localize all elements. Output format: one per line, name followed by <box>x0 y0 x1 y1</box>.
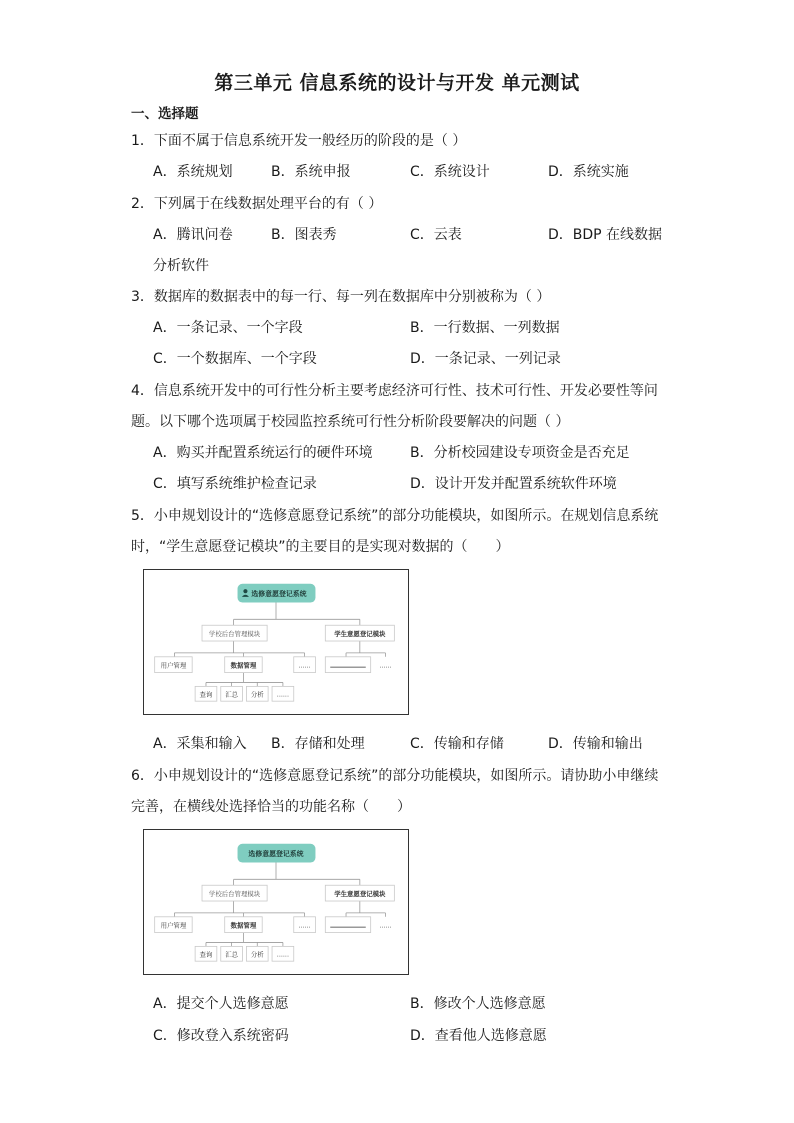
question-6-stem-line-1: 6．小申规划设计的“选修意愿登记系统”的部分功能模块，如图所示。请协助小申继续 <box>131 768 659 784</box>
document-title: 第三单元 信息系统的设计与开发 单元测试 <box>214 72 580 94</box>
question-2-stem: 2．下列属于在线数据处理平台的有（ ） <box>131 196 383 212</box>
analysis-label: 分析 <box>250 690 264 699</box>
question-1-stem: 1．下面不属于信息系统开发一般经历的阶段的是（ ） <box>131 133 467 149</box>
question-4-option-c: C．填写系统维护检查记录 <box>153 476 317 492</box>
more-label: ...... <box>379 661 392 670</box>
question-6-option-b: B．修改个人选修意愿 <box>410 996 546 1012</box>
module-tree-diagram <box>144 830 408 974</box>
question-5-option-d: D．传输和输出 <box>548 736 643 752</box>
data-management-label: 数据管理 <box>230 921 257 930</box>
question-6-diagram <box>143 829 409 975</box>
question-1-option-c: C．系统设计 <box>410 164 490 180</box>
more-label: ...... <box>379 921 392 930</box>
analysis-label: 分析 <box>250 950 264 959</box>
query-label: 查询 <box>199 690 213 699</box>
question-5-stem-line-2: 时，“学生意愿登记模块”的主要目的是实现对数据的（ ） <box>131 539 510 555</box>
question-5-stem-line-1: 5．小申规划设计的“选修意愿登记系统”的部分功能模块，如图所示。在规划信息系统 <box>131 508 659 524</box>
question-1-option-b: B．系统申报 <box>271 164 351 180</box>
student-module-label: 学生意愿登记模块 <box>334 890 386 899</box>
question-1-option-d: D．系统实施 <box>548 164 629 180</box>
question-3-option-a: A．一条记录、一个字段 <box>153 320 303 336</box>
question-4-option-a: A．购买并配置系统运行的硬件环境 <box>153 445 373 461</box>
summary-label: 汇总 <box>225 690 239 699</box>
school-module-label: 学校后台管理模块 <box>208 890 261 899</box>
question-2-option-d-continued: 分析软件 <box>153 258 209 274</box>
more-label: ...... <box>276 950 290 959</box>
question-4-option-d: D．设计开发并配置系统软件环境 <box>410 476 617 492</box>
root-node-label: 选修意愿登记系统 <box>251 590 307 599</box>
user-management-label: 用户管理 <box>160 661 187 670</box>
question-3-option-b: B．一行数据、一列数据 <box>410 320 560 336</box>
question-2-option-d: D．BDP 在线数据 <box>548 227 663 243</box>
question-6-option-d: D．查看他人选修意愿 <box>410 1028 547 1044</box>
question-5-diagram <box>143 569 409 715</box>
more-label: ...... <box>298 661 311 670</box>
module-tree-diagram <box>144 570 408 714</box>
root-node-label: 选修意愿登记系统 <box>248 850 304 859</box>
user-management-label: 用户管理 <box>160 921 187 930</box>
question-5-option-b: B．存储和处理 <box>271 736 365 752</box>
question-4-option-b: B．分析校园建设专项资金是否充足 <box>410 445 630 461</box>
question-5-option-a: A．采集和输入 <box>153 736 247 752</box>
question-3-option-d: D．一条记录、一列记录 <box>410 351 561 367</box>
more-label: ...... <box>276 690 290 699</box>
student-module-label: 学生意愿登记模块 <box>334 630 386 639</box>
question-6-option-c: C．修改登入系统密码 <box>153 1028 289 1044</box>
question-4-stem-line-2: 题。以下哪个选项属于校园监控系统可行性分析阶段要解决的问题（ ） <box>131 414 570 430</box>
question-2-option-b: B．图表秀 <box>271 227 337 243</box>
question-5-option-c: C．传输和存储 <box>410 736 504 752</box>
question-4-stem-line-1: 4．信息系统开发中的可行性分析主要考虑经济可行性、技术可行性、开发必要性等问 <box>131 383 658 399</box>
question-2-option-a: A．腾讯问卷 <box>153 227 233 243</box>
query-label: 查询 <box>199 950 213 959</box>
question-3-stem: 3．数据库的数据表中的每一行、每一列在数据库中分别被称为（ ） <box>131 289 551 305</box>
school-module-label: 学校后台管理模块 <box>208 630 261 639</box>
more-label: ...... <box>298 921 311 930</box>
data-management-label: 数据管理 <box>230 661 257 670</box>
summary-label: 汇总 <box>225 950 239 959</box>
question-1-option-a: A．系统规划 <box>153 164 233 180</box>
section-heading: 一、选择题 <box>131 106 199 122</box>
question-3-option-c: C．一个数据库、一个字段 <box>153 351 317 367</box>
question-6-option-a: A．提交个人选修意愿 <box>153 996 289 1012</box>
question-6-stem-line-2: 完善，在横线处选择恰当的功能名称（ ） <box>131 799 411 815</box>
question-2-option-c: C．云表 <box>410 227 462 243</box>
